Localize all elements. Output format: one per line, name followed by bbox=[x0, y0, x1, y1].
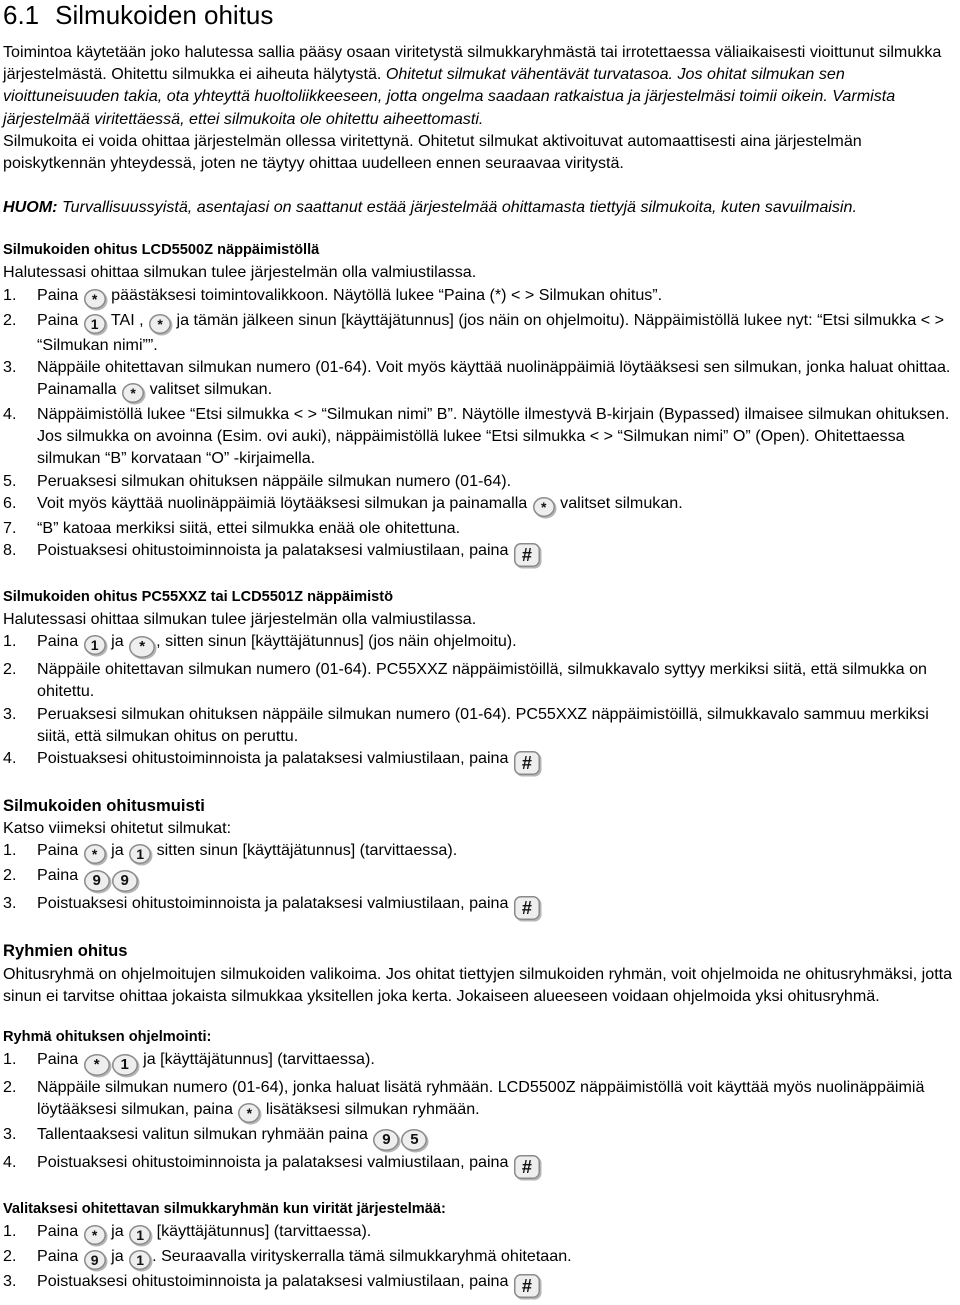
list-item: 3. Tallentaaksesi valitun silmukan ryhmään paina 9 5 bbox=[3, 1123, 957, 1151]
one-key-icon: 1 bbox=[129, 1250, 151, 1270]
hash-key-icon: # bbox=[514, 896, 540, 920]
intro-warning-text: Ohitetut silmukat vähentävät turvatasoa. Jos ohitat silmukan sen vioittuneisuuden takia, ota yhteyttä huoltoliikkeeseen, jotta ongelma saadaan ratkaistua ja järjestelmäsi toimii oikein. Varmista järjestelmää viritettäessä, ettei silmukoita ole ohitettu aiheettomasti. bbox=[3, 65, 896, 128]
list-item: 1. Paina * 1 ja [käyttäjätunnus] (tarvittaessa). bbox=[3, 1048, 957, 1076]
star-key-icon: * bbox=[84, 844, 106, 864]
list-item: 4. Poistuaksesi ohitustoiminnoista ja palataksesi valmiustilaan, paina # bbox=[3, 747, 957, 775]
list-item: 3. Poistuaksesi ohitustoiminnoista ja palataksesi valmiustilaan, paina # bbox=[3, 1270, 957, 1298]
list-item: 2. Näppäile silmukan numero (01-64), jonka haluat lisätä ryhmään. LCD5500Z näppäimistöllä voit käyttää myös nuolinäppäimiä löytääksesi silmukan, paina * lisätäksesi silmukan ryhmään. bbox=[3, 1078, 925, 1122]
hash-key-icon: # bbox=[514, 751, 540, 775]
star-key-icon: * bbox=[129, 636, 155, 658]
list-item: 1. Paina 1 ja * , sitten sinun [käyttäjätunnus] (jos näin ohjelmoitu). bbox=[3, 630, 957, 658]
groups-text: Ohitusryhmä on ohjelmoitujen silmukoiden valikoima. Jos ohitat tiettyjen silmukoiden ryhmän, voit ohjelmoida ne ohitusryhmäksi, jotta sinun ei tarvitse ohittaa jokaista silmukkaa yksitellen joka kerta. Jokaiseen alueeseen voidaan ohjelmoida yksi ohitusryhmä. bbox=[3, 964, 953, 1005]
list-item: 5. Peruaksesi silmukan ohituksen näppäile silmukan numero (01-64). bbox=[3, 471, 512, 490]
one-key-icon: 1 bbox=[84, 314, 106, 334]
hash-key-icon: # bbox=[514, 543, 540, 567]
star-key-icon: * bbox=[149, 314, 171, 334]
list-item: 3. Peruaksesi silmukan ohituksen näppäile silmukan numero (01-64). PC55XXZ näppäimistöillä, silmukkavalo sammuu merkiksi siitä, että silmukan ohitus on peruttu. bbox=[3, 704, 929, 745]
one-key-icon: 1 bbox=[112, 1054, 138, 1076]
lcd5500z-heading: Silmukoiden ohitus LCD5500Z näppäimistöllä bbox=[3, 242, 320, 259]
star-key-icon: * bbox=[84, 1225, 106, 1245]
nine-key-icon: 9 bbox=[84, 870, 110, 892]
list-item: 2. Paina 1 TAI , * ja tämän jälkeen sinun [käyttäjätunnus] (jos näin on ohjelmoitu). Näppäimistöllä lukee nyt: “Etsi silmukka < > “Silmukan nimi””. bbox=[3, 310, 945, 354]
note-paragraph bbox=[3, 196, 957, 218]
list-item: 3. Poistuaksesi ohitustoiminnoista ja palataksesi valmiustilaan, paina # bbox=[3, 892, 957, 920]
program-heading: Ryhmä ohituksen ohjelmointi: bbox=[3, 1029, 212, 1046]
one-key-icon: 1 bbox=[129, 844, 151, 864]
intro-paragraph bbox=[3, 41, 957, 130]
star-key-icon: * bbox=[533, 497, 555, 517]
intro-paragraph-2: Silmukoita ei voida ohittaa järjestelmän ollessa viritettynä. Ohitetut silmukat aktivoituvat automaattisesti aina järjestelmän poiskytkennän yhteydessä, joten ne täytyy ohittaa uudelleen ennen seuraavaa viritystä. bbox=[3, 131, 862, 173]
hash-key-icon: # bbox=[514, 1274, 540, 1298]
note-text: Turvallisuussyistä, asentajasi on saattanut estää järjestelmää ohittamasta tiettyjä silmukoita, kuten savuilmaisin. bbox=[57, 198, 857, 217]
list-item: 4. Näppäimistöllä lukee “Etsi silmukka < > “Silmukan nimi” B”. Näytölle ilmestyvä B-kirjain (Bypassed) ilmaisee silmukan ohituksen. Jos silmukka on avoinna (Esim. ovi auki), näppäimistöllä lukee “Etsi silmukka < > “Silmukan nimi” O” (Open). Ohitettaessa silmukan “B” korvataan “O” -kirjaimella. bbox=[3, 405, 950, 468]
memory-lead: Katso viimeksi ohitetut silmukat: bbox=[3, 819, 232, 838]
star-key-icon: * bbox=[84, 1054, 110, 1076]
five-key-icon: 5 bbox=[401, 1129, 427, 1151]
one-key-icon: 1 bbox=[129, 1225, 151, 1245]
list-item: 8. Poistuaksesi ohitustoiminnoista ja palataksesi valmiustilaan, paina # bbox=[3, 539, 957, 567]
list-item: 7. “B” katoaa merkiksi siitä, ettei silmukka enää ole ohitettuna. bbox=[3, 518, 461, 537]
memory-heading: Silmukoiden ohitusmuisti bbox=[3, 796, 205, 816]
list-item: 1. Paina * ja 1 sitten sinun [käyttäjätunnus] (tarvittaessa). bbox=[3, 841, 458, 863]
section-number: 6.1 bbox=[3, 0, 40, 30]
list-item: 1. Paina * päästäksesi toimintovalikkoon. Näytöllä lukee “Paina (*) < > Silmukan ohitus”. bbox=[3, 285, 663, 307]
section-title bbox=[3, 0, 957, 30]
intro-text: Toimintoa käytetään joko halutessa sallia pääsy osaan viritetystä silmukkaryhmästä tai irrotettaessa väliaikaisesti vioittunut silmukka järjestelmästä. Ohitettu silmukka ei aiheuta hälytystä. bbox=[3, 43, 942, 84]
groups-heading: Ryhmien ohitus bbox=[3, 941, 128, 961]
section-title-text: Silmukoiden ohitus bbox=[55, 0, 274, 30]
nine-key-icon: 9 bbox=[373, 1129, 399, 1151]
pc55-lead: Halutessasi ohittaa silmukan tulee järjestelmän olla valmiustilassa. bbox=[3, 610, 477, 629]
arming-heading: Valitaksesi ohitettavan silmukkaryhmän kun virität järjestelmää: bbox=[3, 1201, 446, 1218]
lcd5500z-lead: Halutessasi ohittaa silmukan tulee järjestelmän olla valmiustilassa. bbox=[3, 263, 477, 282]
list-item: 1. Paina * ja 1 [käyttäjätunnus] (tarvittaessa). bbox=[3, 1222, 372, 1244]
note-label: HUOM: bbox=[3, 198, 58, 217]
list-item: 6. Voit myös käyttää nuolinäppäimiä löytääksesi silmukan ja painamalla * valitset silmukan. bbox=[3, 493, 683, 515]
list-item: 3. Näppäile ohitettavan silmukan numero (01-64). Voit myös käyttää nuolinäppäimiä löytääksesi sen silmukan, jonka haluat ohittaa. Painamalla * valitset silmukan. bbox=[3, 357, 951, 402]
one-key-icon: 1 bbox=[84, 635, 106, 655]
star-key-icon: * bbox=[238, 1103, 260, 1123]
star-key-icon: * bbox=[122, 383, 144, 403]
list-item: 2. Näppäile ohitettavan silmukan numero (01-64). PC55XXZ näppäimistöillä, silmukkavalo syttyy merkiksi siitä, että silmukka on ohitettu. bbox=[3, 660, 927, 701]
nine-key-icon: 9 bbox=[112, 870, 138, 892]
list-item: 2. Paina 9 9 bbox=[3, 864, 957, 892]
pc55-heading: Silmukoiden ohitus PC55XXZ tai LCD5501Z näppäimistö bbox=[3, 589, 394, 606]
list-item: 2. Paina 9 ja 1 . Seuraavalla virityskerralla tämä silmukkaryhmä ohitetaan. bbox=[3, 1247, 572, 1269]
hash-key-icon: # bbox=[514, 1155, 540, 1179]
star-key-icon: * bbox=[84, 289, 106, 309]
nine-key-icon: 9 bbox=[84, 1250, 106, 1270]
list-item: 4. Poistuaksesi ohitustoiminnoista ja palataksesi valmiustilaan, paina # bbox=[3, 1151, 957, 1179]
